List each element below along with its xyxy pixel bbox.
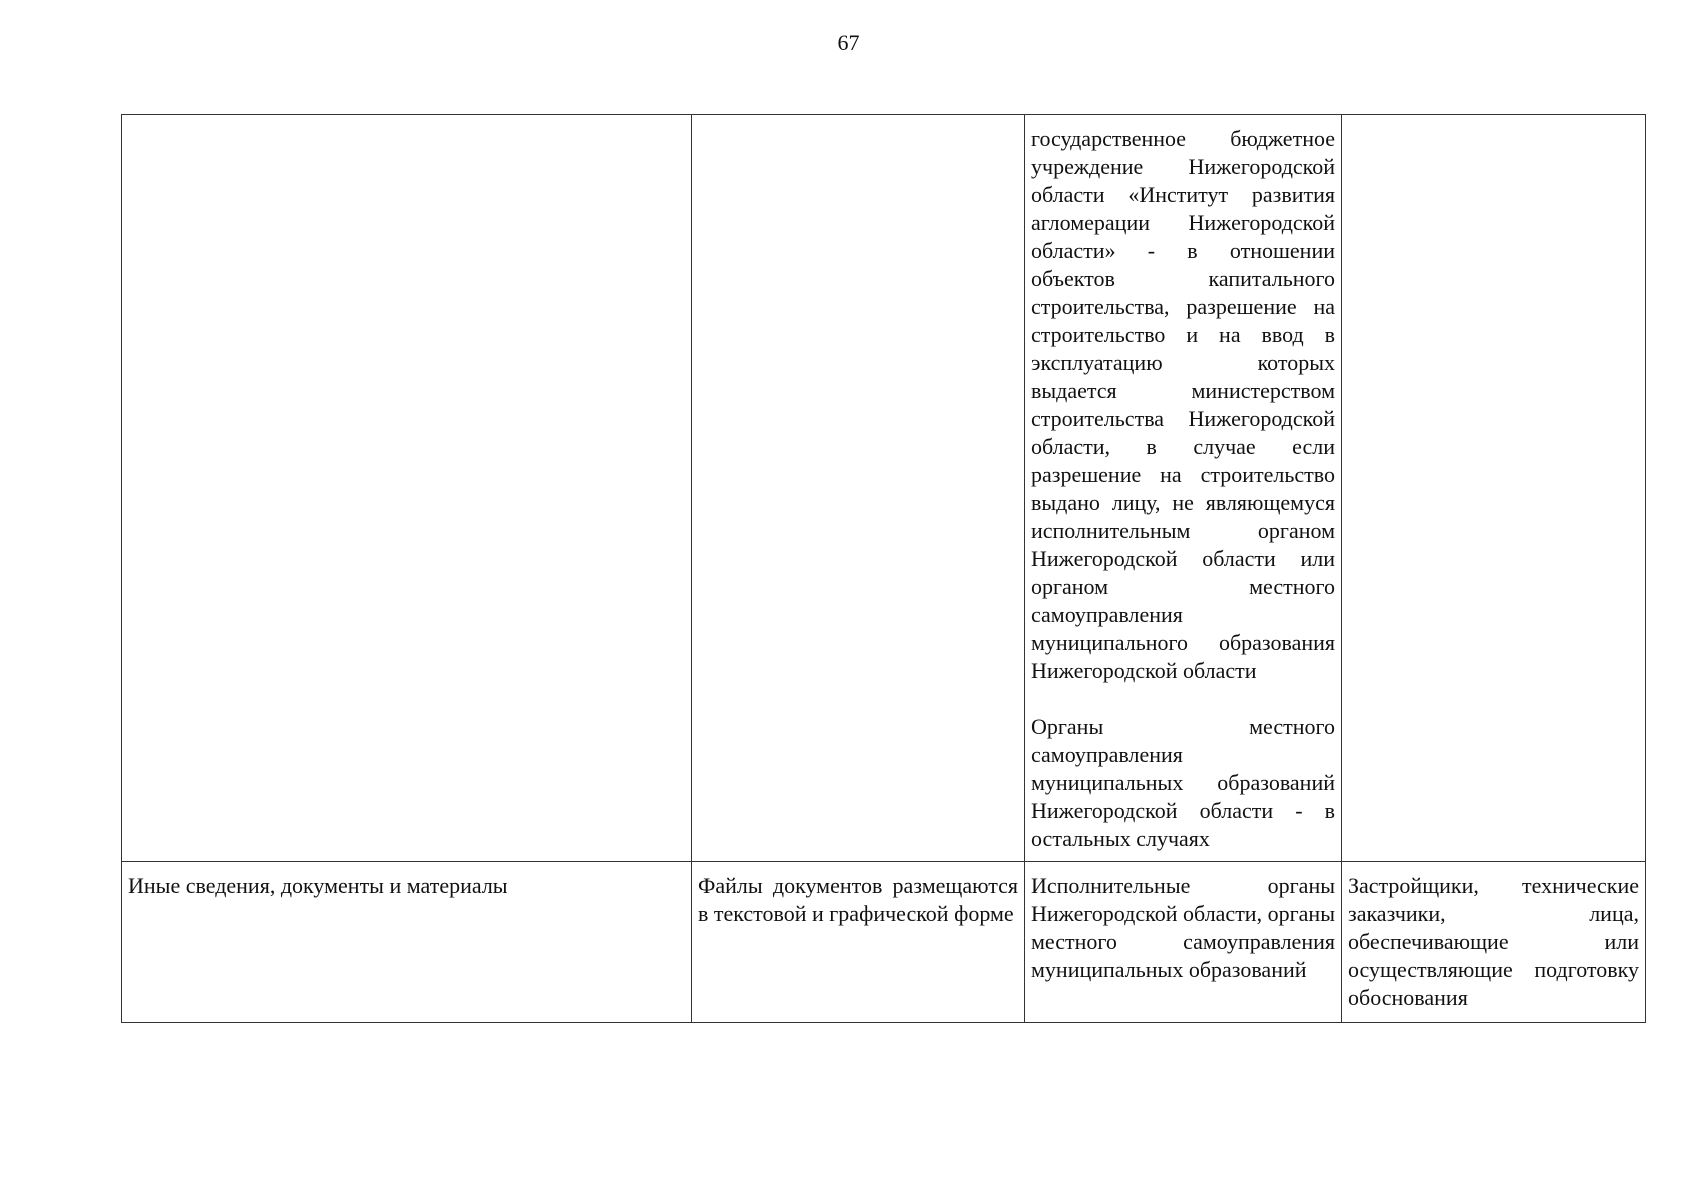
table-cell [122,115,692,862]
page-number: 67 [837,30,860,55]
cell-paragraph: Исполнительные органы Нижегородской области, органы местного самоуправления муниципальных образований [1031,873,1335,982]
table-row [122,115,1646,862]
cell-paragraph: Органы местного самоуправления муниципальных образований Нижегородской области - в остальных случаях [1031,714,1335,851]
table-cell: Иные сведения, документы и материалы [122,862,692,1023]
table-cell: Файлы документов размещаются в текстовой и графической форме [692,862,1025,1023]
table-cell [1025,115,1342,862]
cell-paragraph: государственное бюджетное учреждение Нижегородской области «Институт развития агломерации Нижегородской области» - в отношении объектов капитального строительства, разрешение на строительство и на ввод в эксплуатацию которых выдается министерством строительства Нижегородской области, в случае если разрешение на строительство выдано лицу, не являющемуся исполнительным органом Нижегородской области или органом местного самоуправления муниципального образования Нижегородской области [1031,126,1335,683]
table-cell: Застройщики, технические заказчики, лица, обеспечивающие или осуществляющие подготовку обоснования [1342,862,1646,1023]
document-table [121,114,1646,1023]
table-cell [692,115,1025,862]
table-cell [1342,115,1646,862]
table-cell [1025,862,1342,1023]
table-row [122,862,1646,1023]
